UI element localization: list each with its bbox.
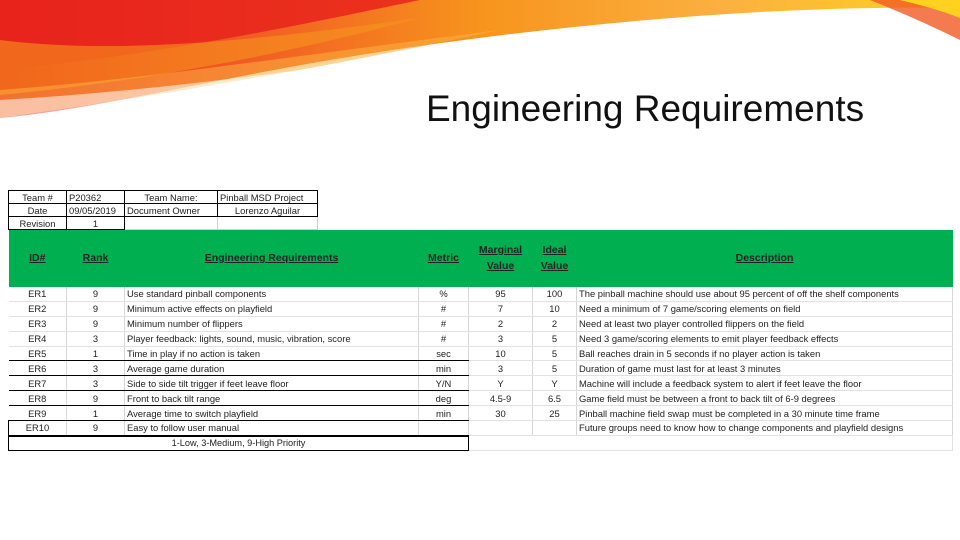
cell-metric: sec — [419, 346, 469, 361]
team-number-value: P20362 — [67, 191, 125, 204]
cell-rank: 3 — [67, 331, 125, 346]
header-marginal-value — [469, 230, 533, 287]
cell-rank: 9 — [67, 301, 125, 316]
cell-ideal: 5 — [533, 346, 577, 361]
header-description: Description — [577, 230, 953, 287]
cell-req: Minimum active effects on playfield — [125, 301, 419, 316]
cell-marginal: 10 — [469, 346, 533, 361]
cell-id: ER1 — [9, 287, 67, 302]
cell-id: ER5 — [9, 346, 67, 361]
cell-desc: Future groups need to know how to change components and playfield designs — [577, 421, 953, 436]
cell-ideal: 10 — [533, 301, 577, 316]
header-engineering-requirements: Engineering Requirements — [125, 230, 419, 287]
table-row — [9, 376, 953, 391]
cell-ideal: 25 — [533, 406, 577, 421]
team-number-label: Team # — [9, 191, 67, 204]
header-rank: Rank — [67, 230, 125, 287]
document-owner-label: Document Owner — [125, 204, 218, 217]
revision-label: Revision — [9, 217, 67, 230]
cell-ideal: 5 — [533, 361, 577, 376]
table-row — [9, 316, 953, 331]
cell-rank: 9 — [67, 391, 125, 406]
cell-marginal: 7 — [469, 301, 533, 316]
cell-id: ER9 — [9, 406, 67, 421]
cell-metric: deg — [419, 391, 469, 406]
cell-req: Average time to switch playfield — [125, 406, 419, 421]
cell-ideal: 2 — [533, 316, 577, 331]
cell-marginal — [469, 421, 533, 436]
cell-id: ER10 — [9, 421, 67, 436]
cell-metric: # — [419, 331, 469, 346]
cell-marginal: Y — [469, 376, 533, 391]
document-owner-value: Lorenzo Aguilar — [218, 204, 318, 217]
cell-id: ER3 — [9, 316, 67, 331]
requirements-spreadsheet — [8, 190, 952, 451]
table-row — [9, 391, 953, 406]
cell-rank: 9 — [67, 316, 125, 331]
cell-metric: # — [419, 301, 469, 316]
cell-ideal: 5 — [533, 331, 577, 346]
header-ideal-line1: Ideal — [542, 244, 567, 256]
cell-req: Side to side tilt trigger if feet leave floor — [125, 376, 419, 391]
cell-ideal: 6.5 — [533, 391, 577, 406]
cell-marginal: 2 — [469, 316, 533, 331]
cell-req: Easy to follow user manual — [125, 421, 419, 436]
header-marginal-line1: Marginal — [478, 244, 523, 256]
cell-req: Player feedback: lights, sound, music, vibration, score — [125, 331, 419, 346]
table-row — [9, 301, 953, 316]
date-value: 09/05/2019 — [67, 204, 125, 217]
cell-rank: 3 — [67, 376, 125, 391]
team-name-label: Team Name: — [125, 191, 218, 204]
slide-title: Engineering Requirements — [426, 88, 865, 129]
table-row — [9, 346, 953, 361]
cell-marginal: 4.5-9 — [469, 391, 533, 406]
cell-req: Time in play if no action is taken — [125, 346, 419, 361]
cell-marginal: 95 — [469, 287, 533, 302]
cell-req: Average game duration — [125, 361, 419, 376]
cell-desc: Duration of game must last for at least 3 minutes — [577, 361, 953, 376]
project-info-table — [8, 190, 318, 230]
cell-desc: Need at least two player controlled flippers on the field — [577, 316, 953, 331]
cell-rank: 1 — [67, 346, 125, 361]
table-row — [9, 406, 953, 421]
table-row — [9, 361, 953, 376]
cell-metric: min — [419, 406, 469, 421]
header-marginal-line2: Value — [486, 260, 515, 272]
cell-metric: # — [419, 316, 469, 331]
cell-id: ER6 — [9, 361, 67, 376]
cell-desc: The pinball machine should use about 95 percent of off the shelf components — [577, 287, 953, 302]
cell-desc: Game field must be between a front to back tilt of 6-9 degrees — [577, 391, 953, 406]
cell-desc: Need a minimum of 7 game/scoring elements on field — [577, 301, 953, 316]
header-id: ID# — [9, 230, 67, 287]
revision-value: 1 — [67, 217, 125, 230]
cell-marginal: 30 — [469, 406, 533, 421]
date-label: Date — [9, 204, 67, 217]
cell-ideal: Y — [533, 376, 577, 391]
cell-desc: Need 3 game/scoring elements to emit player feedback effects — [577, 331, 953, 346]
priority-legend-table — [8, 436, 953, 451]
cell-id: ER7 — [9, 376, 67, 391]
header-metric: Metric — [419, 230, 469, 287]
cell-rank: 9 — [67, 421, 125, 436]
table-row — [9, 287, 953, 302]
requirements-table — [8, 230, 953, 436]
cell-ideal — [533, 421, 577, 436]
cell-req: Minimum number of flippers — [125, 316, 419, 331]
cell-metric — [419, 421, 469, 436]
header-ideal-line2: Value — [540, 260, 569, 272]
cell-rank: 1 — [67, 406, 125, 421]
cell-rank: 3 — [67, 361, 125, 376]
table-row — [9, 421, 953, 436]
team-name-value: Pinball MSD Project — [218, 191, 318, 204]
cell-desc: Pinball machine field swap must be completed in a 30 minute time frame — [577, 406, 953, 421]
cell-marginal: 3 — [469, 331, 533, 346]
cell-id: ER2 — [9, 301, 67, 316]
header-ideal-value — [533, 230, 577, 287]
cell-metric: % — [419, 287, 469, 302]
cell-marginal: 3 — [469, 361, 533, 376]
table-row — [9, 331, 953, 346]
cell-id: ER8 — [9, 391, 67, 406]
cell-req: Use standard pinball components — [125, 287, 419, 302]
table-header-row — [9, 230, 953, 287]
cell-rank: 9 — [67, 287, 125, 302]
cell-desc: Ball reaches drain in 5 seconds if no player action is taken — [577, 346, 953, 361]
cell-metric: min — [419, 361, 469, 376]
cell-metric: Y/N — [419, 376, 469, 391]
cell-ideal: 100 — [533, 287, 577, 302]
cell-id: ER4 — [9, 331, 67, 346]
cell-desc: Machine will include a feedback system to alert if feet leave the floor — [577, 376, 953, 391]
priority-legend: 1-Low, 3-Medium, 9-High Priority — [9, 436, 469, 450]
cell-req: Front to back tilt range — [125, 391, 419, 406]
